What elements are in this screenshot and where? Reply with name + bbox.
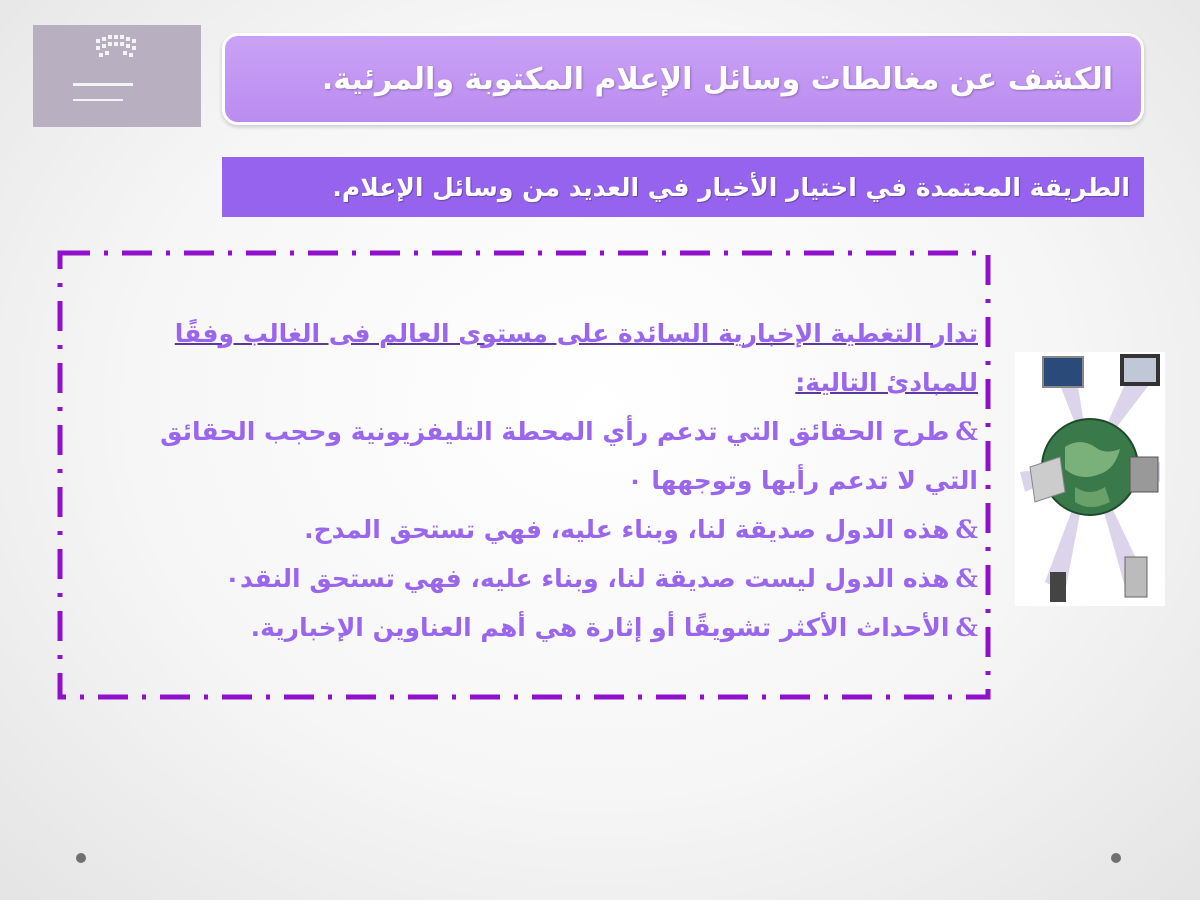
bullet-text: هذه الدول صديقة لنا، وبناء عليه، فهي تستحق المدح. (304, 515, 950, 544)
corner-dot (1111, 853, 1121, 863)
bullet-item (106, 603, 978, 652)
intro-text: تدار التغطية الإخبارية السائدة على مستوى العالم فى الغالب وفقًا للمبادئ التالية: (174, 319, 978, 397)
bullet-item (106, 505, 978, 554)
ministry-logo-icon (33, 25, 201, 127)
bullet-text: هذه الدول ليست صديقة لنا، وبناء عليه، فهي تستحق النقد٠ (224, 564, 950, 593)
content-body (106, 309, 978, 652)
bullet-item (106, 407, 978, 505)
page-title: الكشف عن مغالطات وسائل الإعلام المكتوبة والمرئية. (321, 61, 1113, 97)
bullet-icon: & (955, 515, 978, 544)
media-globe-image (1015, 352, 1165, 606)
bullet-icon: & (955, 564, 978, 593)
subtitle: الطريقة المعتمدة في اختيار الأخبار في العديد من وسائل الإعلام. (332, 172, 1130, 202)
bullet-icon: & (955, 613, 978, 642)
subtitle-banner (222, 157, 1144, 217)
bullet-item (106, 554, 978, 603)
content-frame (56, 249, 992, 701)
bullet-text: طرح الحقائق التي تدعم رأي المحطة التليفزيونية وحجب الحقائق التي لا تدعم رأيها وتوجهها ٠ (160, 417, 978, 495)
bullet-icon: & (955, 417, 978, 446)
bullet-text: الأحداث الأكثر تشويقًا أو إثارة هي أهم العناوين الإخبارية. (250, 613, 950, 642)
title-banner (222, 33, 1144, 125)
corner-dot (76, 853, 86, 863)
